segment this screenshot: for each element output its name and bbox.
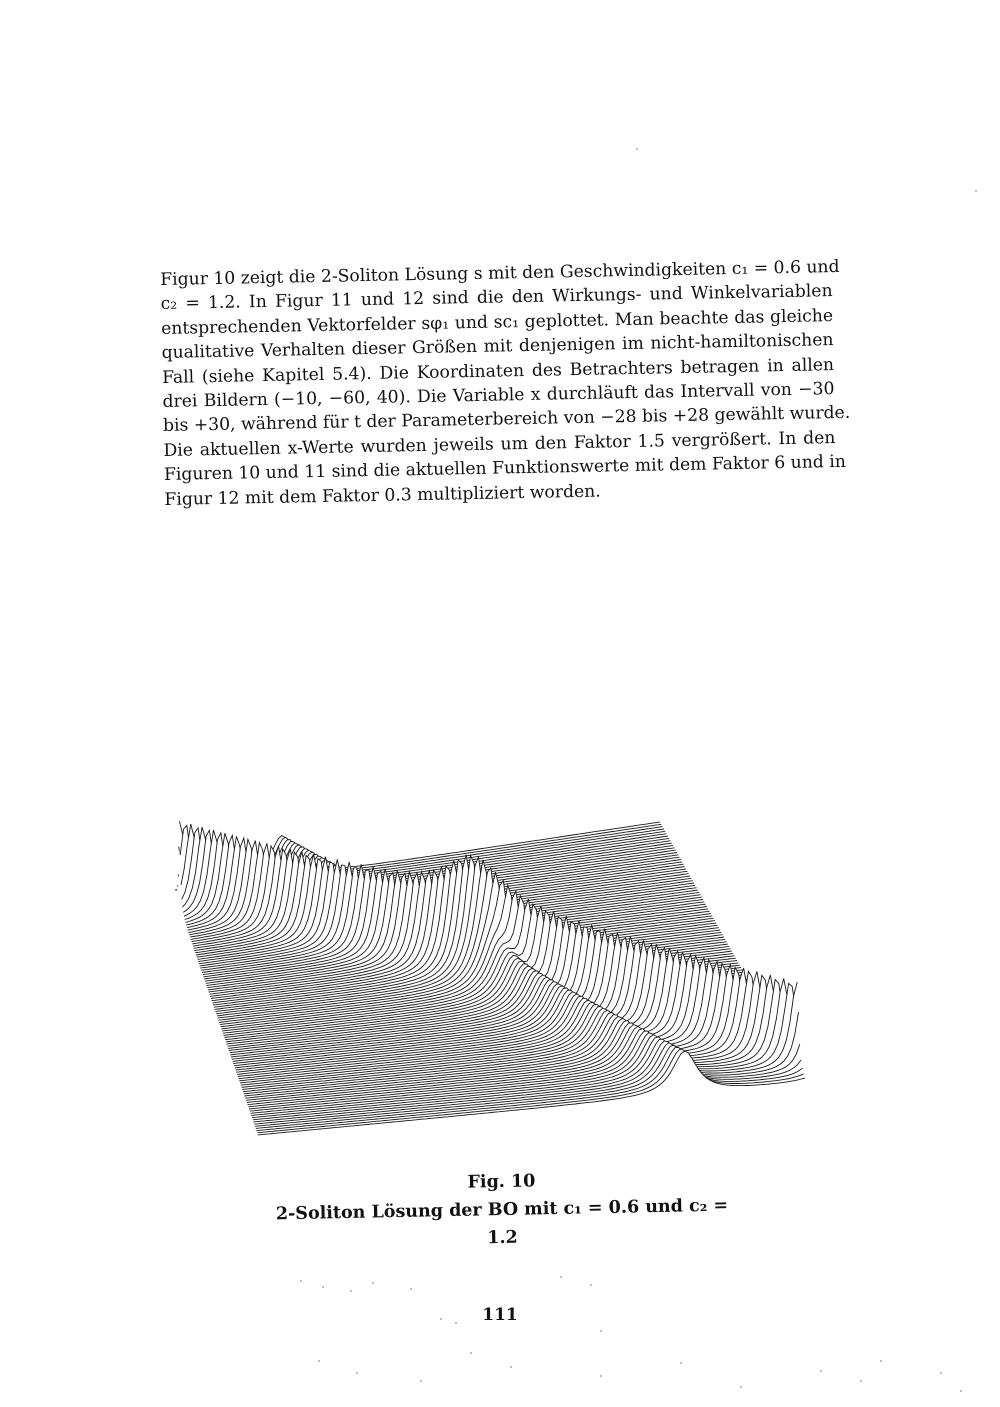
body-paragraph [160,255,851,512]
scan-speck [410,1288,412,1290]
paragraph-line: Figur 12 mit dem Faktor 0.3 multipliziert worden. [164,481,601,510]
scan-speck [590,1284,592,1286]
scan-speck [455,1322,457,1324]
scan-speck [510,1366,512,1368]
scan-speck [470,1352,472,1354]
page-number: 111 [482,1305,518,1325]
paragraph-line: Figur 10 zeigt die 2-Soliton Lösung s mit den Geschwindigkeiten c₁ = 0.6 und [160,256,840,290]
scan-speck [940,1372,942,1374]
scan-speck [440,1318,442,1320]
scan-speck [960,1390,962,1392]
scan-speck [356,1372,358,1374]
figure-number: Fig. 10 [467,1171,536,1193]
soliton-surface-plot [170,800,810,1145]
scan-speck [860,1380,862,1382]
scan-speck [560,1276,562,1278]
paragraph-line: Figuren 10 und 11 sind die aktuellen Funktionswerte mit dem Faktor 6 und in [163,452,847,486]
scan-speck [975,190,977,192]
paragraph-line: qualitative Verhalten dieser Größen mit denjenigen im nicht-hamiltonischen [161,330,834,364]
figure-caption [261,1163,743,1256]
scan-speck [372,1282,374,1284]
scan-speck [680,1362,682,1364]
paragraph-line: drei Bildern (−10, −60, 40). Die Variable x durchläuft das Intervall von −30 [162,379,835,413]
paragraph-line: Fall (siehe Kapitel 5.4). Die Koordinaten des Betrachters betragen in allen [161,354,835,388]
scan-speck [820,1370,822,1372]
scan-speck [636,148,638,150]
scan-speck [350,1290,352,1292]
paragraph-line: entsprechenden Vektorfelder sφ₁ und sc₁ geplottet. Man beachte das gleiche [160,305,834,339]
plot-canvas [170,800,810,1145]
figure-caption-text: 2-Soliton Lösung der BO mit c₁ = 0.6 und c₂ = 1.2 [275,1195,729,1249]
scan-speck [300,1280,302,1282]
paragraph-line: Die aktuellen x-Werte wurden jeweils um den Faktor 1.5 vergrößert. In den [163,427,836,461]
scan-speck [740,1386,742,1388]
paragraph-line: c₂ = 1.2. In Figur 11 und 12 sind die den Wirkungs- und Winkelvariablen [160,281,833,315]
scan-speck [318,1360,320,1362]
scan-speck [600,1330,602,1332]
scan-speck [880,1360,882,1362]
scan-speck [322,1286,324,1288]
scan-speck [600,1375,602,1377]
scan-speck [420,1380,422,1382]
paragraph-line: bis +30, während für t der Parameterbereich von −28 bis +28 gewählt wurde. [162,403,851,437]
